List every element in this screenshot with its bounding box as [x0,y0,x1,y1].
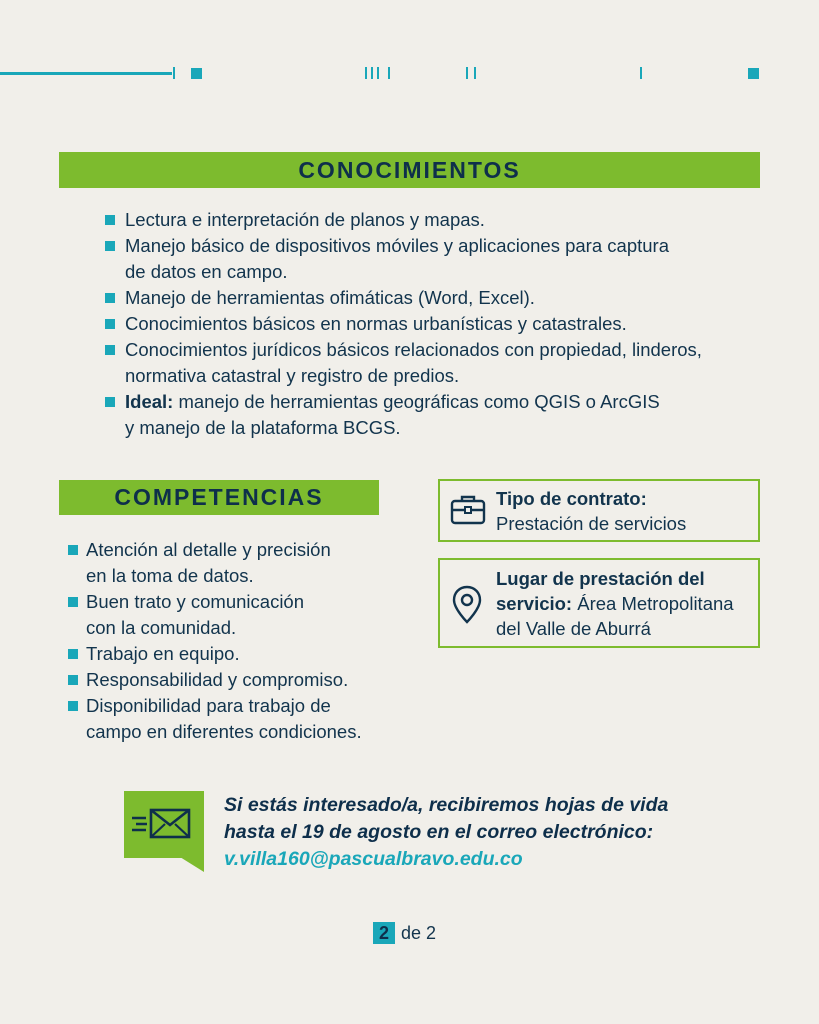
header-tick [371,67,373,79]
header-tick [173,67,175,79]
contract-type-label: Tipo de contrato: [496,488,647,509]
list-item: Conocimientos jurídicos básicos relacionados con propiedad, linderos, normativa catastral y registro de predios. [105,337,745,389]
header-square [748,68,759,79]
square-bullet-icon [68,675,78,685]
section-title-conocimientos: CONOCIMIENTOS [59,152,760,188]
square-bullet-icon [68,597,78,607]
page-indicator [373,922,436,944]
square-bullet-icon [105,319,115,329]
list-item: Responsabilidad y compromiso. [68,667,408,693]
square-bullet-icon [105,293,115,303]
square-bullet-icon [68,649,78,659]
section-title-competencias: COMPETENCIAS [59,480,379,515]
contract-type-value: Prestación de servicios [496,513,687,534]
square-bullet-icon [105,215,115,225]
square-bullet-icon [68,701,78,711]
list-item: Atención al detalle y precisión en la toma de datos. [68,537,408,589]
list-item: Manejo de herramientas ofimáticas (Word, Excel). [105,285,745,311]
header-tick [388,67,390,79]
list-item: Buen trato y comunicación con la comunidad. [68,589,408,641]
header-square [191,68,202,79]
header-tick [377,67,379,79]
header-tick [466,67,468,79]
call-to-action: Si estás interesado/a, recibiremos hojas de vida hasta el 19 de agosto en el correo electrónico: v.villa160@pascualbravo.edu.co [224,794,669,870]
list-item: Disponibilidad para trabajo de campo en diferentes condiciones. [68,693,408,745]
square-bullet-icon [68,545,78,555]
current-page-number: 2 [373,922,395,944]
total-pages: de 2 [401,922,437,943]
conocimientos-list [105,207,745,441]
service-location-label: Lugar de prestación del [496,568,705,589]
list-item: Conocimientos básicos en normas urbanísticas y catastrales. [105,311,745,337]
briefcase-icon [450,494,486,526]
square-bullet-icon [105,241,115,251]
header-tick [474,67,476,79]
email-send-icon [124,791,204,858]
email-link[interactable]: v.villa160@pascualbravo.edu.co [224,848,523,870]
competencias-list [68,537,408,745]
location-pin-icon [451,585,483,625]
service-location-value: Área Metropolitana [572,593,734,614]
list-item: Trabajo en equipo. [68,641,408,667]
service-location-box: Lugar de prestación del servicio: Área Metropolitana del Valle de Aburrá [438,558,760,648]
header-tick [640,67,642,79]
list-item: Ideal: manejo de herramientas geográficas como QGIS o ArcGIS y manejo de la plataforma BCGS. [105,389,745,441]
email-send-icon-background [124,791,204,858]
header-tick [365,67,367,79]
header-line [0,72,172,75]
list-item: Manejo básico de dispositivos móviles y aplicaciones para captura de datos en campo. [105,233,745,285]
square-bullet-icon [105,345,115,355]
square-bullet-icon [105,397,115,407]
list-item: Lectura e interpretación de planos y mapas. [105,207,745,233]
contract-type-box [438,479,760,542]
speech-tail [180,857,204,872]
